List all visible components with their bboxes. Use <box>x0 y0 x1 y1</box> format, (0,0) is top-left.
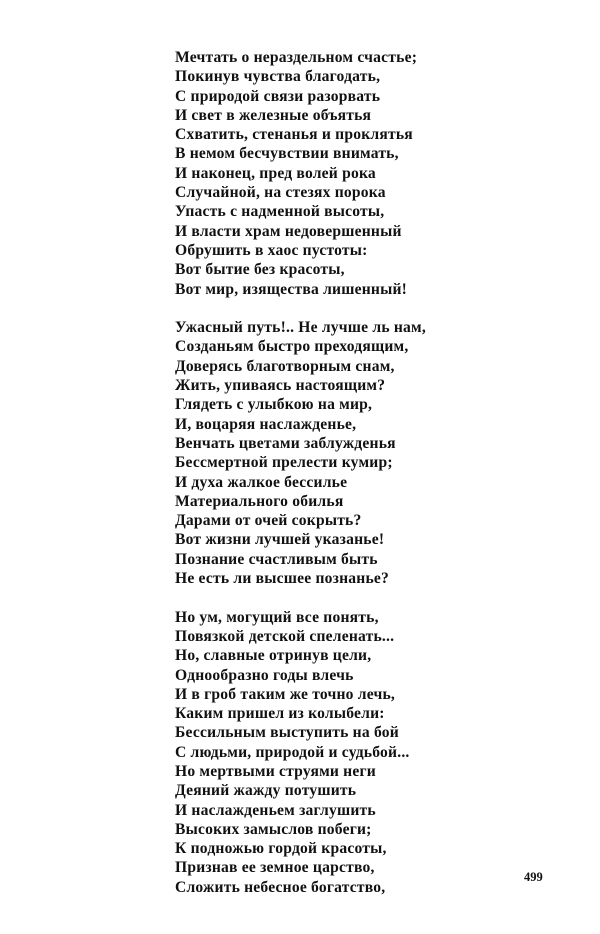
poem-line: Признав ее земное царство, <box>175 859 375 877</box>
poem-line: Познание счастливым быть <box>175 550 378 568</box>
poem-line: Но ум, могущий все понять, <box>175 608 379 626</box>
poem-line: Высоких замыслов побеги; <box>175 820 372 838</box>
poem-line: Ужасный путь!.. Не лучше ль нам, <box>175 319 426 337</box>
poem-line: Сложить небесное богатство, <box>175 878 386 896</box>
poem-line: Вот бытие без красоты, <box>175 261 345 279</box>
poem-line: Однообразно годы влечь <box>175 666 354 684</box>
poem-line: И власти храм недовершенный <box>175 222 402 240</box>
poem-line: Но, славные отринув цели, <box>175 647 372 665</box>
stanza-1 <box>175 48 575 299</box>
poem-line: Дарами от очей сокрыть? <box>175 512 362 530</box>
poem-line: Созданьям быстро преходящим, <box>175 338 409 356</box>
poem-line: Доверясь благотворным снам, <box>175 357 395 375</box>
stanza-3 <box>175 608 575 897</box>
poem-line: И наконец, пред волей рока <box>175 164 376 182</box>
poem-line: Упасть с надменной высоты, <box>175 203 385 221</box>
poem-line: Покинув чувства благодать, <box>175 68 381 86</box>
poem-line: В немом бесчувствии внимать, <box>175 145 399 163</box>
poem-line: И наслажденьем заглушить <box>175 801 376 819</box>
poem-line: Каким пришел из колыбели: <box>175 705 385 723</box>
poem-line: Вот жизни лучшей указанье! <box>175 531 385 549</box>
poem-line: Бессильным выступить на бой <box>175 724 399 742</box>
poem-line: И свет в железные объятья <box>175 106 372 124</box>
poem-line: И духа жалкое бессилье <box>175 473 348 491</box>
poem-line: Не есть ли высшее познанье? <box>175 570 390 588</box>
poem-line: С природой связи разорвать <box>175 87 381 105</box>
poem-line: С людьми, природой и судьбой... <box>175 743 410 761</box>
poem-line: Схватить, стенанья и проклятья <box>175 126 413 144</box>
poem-line: Вот мир, изящества лишенный! <box>175 280 408 298</box>
poem-text <box>175 48 575 897</box>
poem-line: Но мертвыми струями неги <box>175 762 376 780</box>
page-number: 499 <box>524 870 543 884</box>
poem-line: Материального обилья <box>175 492 344 510</box>
poem-line: Венчать цветами заблужденья <box>175 434 396 452</box>
poem-line: Обрушить в хаос пустоты: <box>175 241 368 259</box>
poem-line: Повязкой детской спеленать... <box>175 627 395 645</box>
poem-line: И в гроб таким же точно лечь, <box>175 685 395 703</box>
poem-line: Случайной, на стезях порока <box>175 184 386 202</box>
poem-line: И, воцаряя наслажденье, <box>175 415 357 433</box>
poem-line: Мечтать о нераздельном счастье; <box>175 49 418 66</box>
poem-line: Деяний жажду потушить <box>175 782 357 800</box>
poem-line: Бессмертной прелести кумир; <box>175 454 393 472</box>
poem-line: Глядеть с улыбкою на мир, <box>175 396 373 414</box>
poem-line: К подножью гордой красоты, <box>175 840 387 858</box>
poem-line: Жить, упиваясь настоящим? <box>175 377 386 395</box>
stanza-2 <box>175 318 575 588</box>
